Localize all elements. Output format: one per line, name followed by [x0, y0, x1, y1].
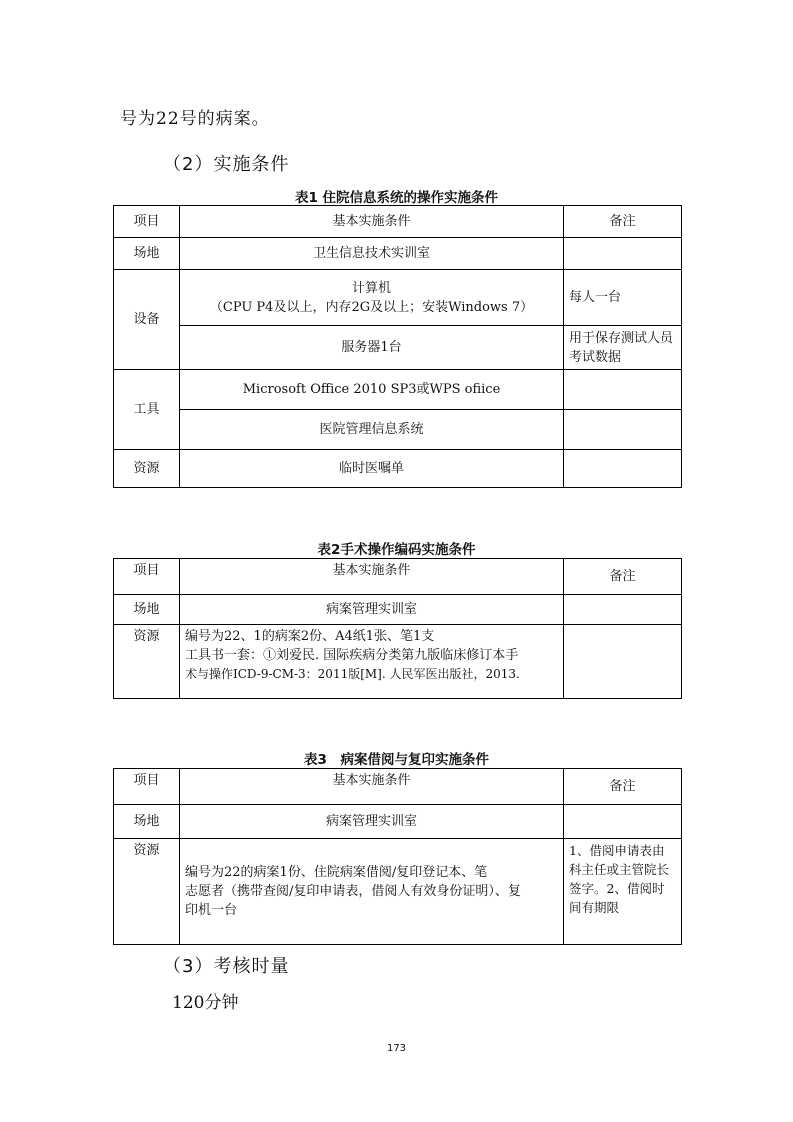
- cell-line: 编号为22、1的病案2份、A4纸1张、笔1支: [185, 629, 435, 644]
- table-header-cell: 项目: [114, 206, 180, 238]
- table-row: [114, 595, 682, 625]
- table-cell: [564, 238, 682, 270]
- cell-line: 术与操作ICD-9-CM-3：2011版[M]. 人民军医出版社，2013.: [185, 667, 520, 681]
- table-cell: 场地: [114, 805, 180, 839]
- table-header-cell: 项目: [114, 559, 180, 595]
- table-cell: 资源: [114, 839, 180, 945]
- cell-line: 印机一台: [185, 903, 238, 918]
- table-row: [114, 410, 682, 450]
- table-cell: 服务器1台: [180, 326, 564, 370]
- table-row: [114, 559, 682, 595]
- cell-line: 志愿者（携带查阅/复印申请表，借阅人有效身份证明）、复: [185, 884, 521, 899]
- table-row: [114, 270, 682, 326]
- table-cell: [180, 839, 564, 945]
- table-header-cell: 备注: [564, 559, 682, 595]
- table2-caption: 表2手术操作编码实施条件: [317, 542, 476, 558]
- table-row: [114, 326, 682, 370]
- cell-line: 编号为22的病案1份、住院病案借阅/复印登记本、笔: [185, 865, 488, 880]
- table3-caption: 表3 病案借阅与复印实施条件: [304, 752, 489, 768]
- page-number: 173: [386, 1043, 407, 1054]
- table-row: [114, 206, 682, 238]
- table-cell: 资源: [114, 625, 180, 699]
- table-header-cell: 项目: [114, 769, 180, 805]
- table-row: [114, 625, 682, 699]
- table-cell: [564, 370, 682, 410]
- table-header-cell: 基本实施条件: [180, 559, 564, 595]
- section-heading-conditions: （2）实施条件: [163, 154, 290, 175]
- table-row: [114, 450, 682, 488]
- table-cell: 每人一台: [564, 270, 682, 326]
- table-cell: 医院管理信息系统: [180, 410, 564, 450]
- table-cell: Microsoft Office 2010 SP3或WPS ofiice: [180, 370, 564, 410]
- table-cell: [564, 410, 682, 450]
- table-row: [114, 238, 682, 270]
- table-cell: 临时医嘱单: [180, 450, 564, 488]
- table-cell: 工具: [114, 370, 180, 450]
- table3: [113, 768, 682, 945]
- section-heading-time: （3）考核时量: [163, 956, 290, 977]
- table-cell: 1、借阅申请表由科主任或主管院长签字。2、借阅时间有期限: [564, 839, 682, 945]
- time-value: 120分钟: [172, 993, 239, 1013]
- table-cell: [180, 625, 564, 699]
- table-cell: 病案管理实训室: [180, 595, 564, 625]
- table-cell: [180, 270, 564, 326]
- table-cell: 用于保存测试人员考试数据: [564, 326, 682, 370]
- table-header-cell: 备注: [564, 206, 682, 238]
- table-cell: [564, 450, 682, 488]
- table-cell: [564, 805, 682, 839]
- table-cell: [564, 595, 682, 625]
- cell-line: 计算机: [351, 280, 391, 296]
- cell-line: 工具书一套：①刘爱民. 国际疾病分类第九版临床修订本手: [185, 648, 519, 663]
- table1-caption: 表1 住院信息系统的操作实施条件: [294, 190, 499, 206]
- table-row: [114, 839, 682, 945]
- table-header-cell: 备注: [564, 769, 682, 805]
- table2: [113, 558, 682, 699]
- table-header-cell: 基本实施条件: [180, 206, 564, 238]
- table-cell: [564, 625, 682, 699]
- table-cell: 设备: [114, 270, 180, 370]
- table-cell: 病案管理实训室: [180, 805, 564, 839]
- cell-line: （CPU P4及以上，内存2G及以上；安装Windows 7）: [209, 299, 534, 315]
- table-header-cell: 基本实施条件: [180, 769, 564, 805]
- table-row: [114, 370, 682, 410]
- table-cell: 场地: [114, 595, 180, 625]
- table-cell: 卫生信息技术实训室: [180, 238, 564, 270]
- table1: [113, 205, 682, 488]
- table-row: [114, 769, 682, 805]
- intro-line: 号为22号的病案。: [120, 109, 270, 129]
- table-cell: 资源: [114, 450, 180, 488]
- table-cell: 场地: [114, 238, 180, 270]
- table-row: [114, 805, 682, 839]
